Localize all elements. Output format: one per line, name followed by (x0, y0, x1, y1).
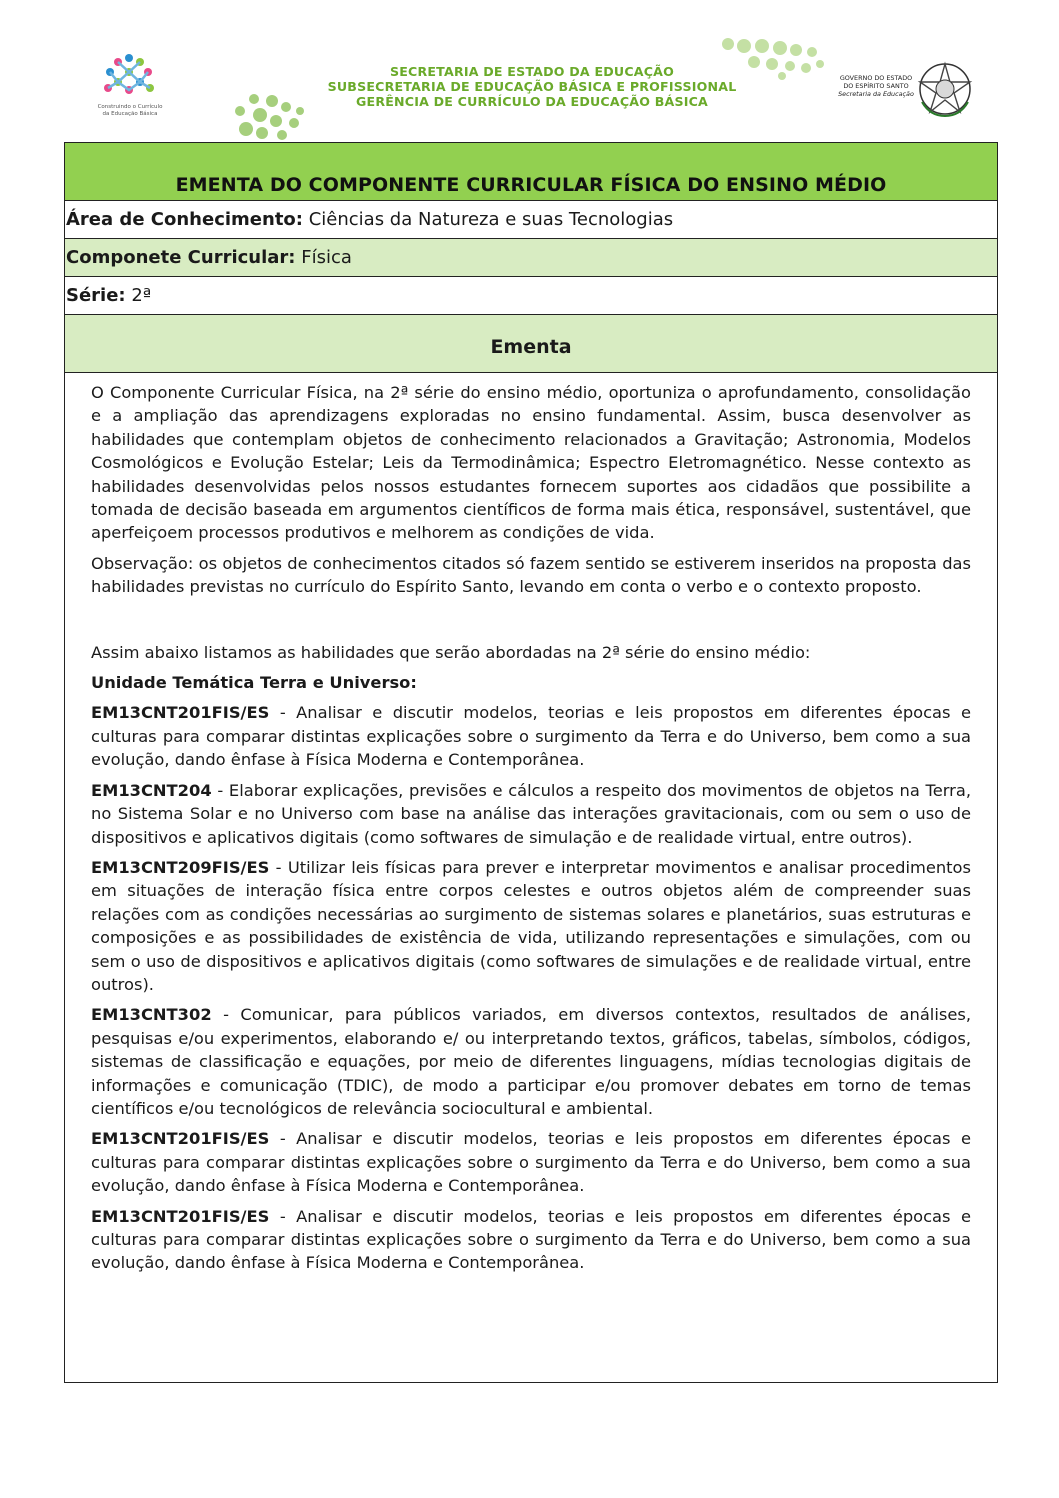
componente-value: Física (295, 247, 352, 268)
skill-code: EM13CNT204 (91, 780, 212, 800)
skill-code: EM13CNT302 (91, 1005, 212, 1025)
observacao-paragraph: Observação: os objetos de conhecimentos citados só fazem sentido se estiverem inseridos na proposta das habilidades previstas no currículo do Espírito Santo, levando em conta o verbo e o contexto proposto. (91, 553, 971, 597)
gov-line-1: GOVERNO DO ESTADO (839, 74, 913, 82)
skill-code: EM13CNT201FIS/ES (91, 1206, 270, 1226)
gov-line-2: DO ESPÍRITO SANTO (843, 82, 909, 90)
secretaria-header (300, 64, 764, 109)
title-row (65, 143, 997, 201)
list-intro: Assim abaixo listamos as habilidades que serão abordadas na 2ª série do ensino médio: (91, 642, 811, 662)
gov-line-3: Secretaria da Educação (838, 90, 914, 98)
skill-item (91, 856, 971, 996)
ementa-heading: Ementa (65, 315, 997, 373)
skill-text: - Comunicar, para públicos variados, em diversos contextos, resultados de análises, pesquisas e/ou experimentos, elaborando e/ ou interpretando textos, gráficos, tabelas, símbolos, códigos, sistemas de classificação e equações, por meio de diferentes linguagens, mídias tecnologias digitais de informações e comunicação (TDIC), de modo a participar e/ou promover debates em torno de temas científicos e/ou tecnológicos de relevância sociocultural e ambiental. (91, 1005, 971, 1118)
page-header (0, 0, 1059, 140)
area-value: Ciências da Natureza e suas Tecnologias (303, 209, 674, 230)
skill-text: - Analisar e discutir modelos, teorias e leis propostos em diferentes épocas e culturas para comparar distintas explicações sobre o surgimento da Terra e do Universo, bem como a sua evolução, dando ênfase à Física Moderna e Contemporânea. (91, 1206, 971, 1273)
document-title: EMENTA DO COMPONENTE CURRICULAR FÍSICA DO ENSINO MÉDIO (175, 174, 887, 196)
header-line-2: SUBSECRETARIA DE EDUCAÇÃO BÁSICA E PROFISSIONAL (327, 79, 737, 94)
skill-text: - Analisar e discutir modelos, teorias e leis propostos em diferentes épocas e culturas para comparar distintas explicações sobre o surgimento da Terra e do Universo, bem como a sua evolução, dando ênfase à Física Moderna e Contemporânea. (91, 1129, 971, 1196)
skill-item (91, 1003, 971, 1120)
serie-row (65, 277, 997, 315)
ementa-body (65, 373, 997, 1382)
area-label: Área de Conhecimento: (66, 209, 303, 230)
skill-code: EM13CNT201FIS/ES (91, 1129, 270, 1149)
intro-paragraph: O Componente Curricular Física, na 2ª série do ensino médio, oportuniza o aprofundamento, consolidação e a ampliação das aprendizagens exploradas no ensino fundamental. Assim, busca desenvolver as habilidades que contemplam objetos de conhecimento relacionados a Gravitação; Astronomia, Modelos Cosmológicos e Evolução Estelar; Leis da Termodinâmica; Espectro Eletromagnético. Nesse contexto as habilidades desenvolvidas pelos nossos estudantes fornecem suportes aos cidadãos que possibilite a tomada de decisão baseada em argumentos científicos de forma mais ética, responsável, sustentável, que aperfeiçoem processos produtivos e melhorem as condições de vida. (91, 383, 971, 543)
componente-label: Componete Curricular: (66, 247, 296, 268)
header-line-1: SECRETARIA DE ESTADO DA EDUCAÇÃO (389, 64, 675, 79)
header-line-3: GERÊNCIA DE CURRÍCULO DA EDUCAÇÃO BÁSICA (356, 94, 708, 109)
ementa-table (64, 142, 998, 1383)
unit-title (91, 671, 971, 694)
unit-title-text: Unidade Temática Terra e Universo: (91, 673, 417, 693)
skill-text: - Elaborar explicações, previsões e cálculos a respeito dos movimentos de objetos na Terra, no Sistema Solar e no Universo com base na análise das interações gravitacionais, com ou sem o uso de dispositivos e aplicativos digitais (como softwares de simulação e de realidade virtual, entre outros). (91, 780, 971, 847)
skill-item (91, 779, 971, 849)
componente-row (65, 239, 997, 277)
skill-text: - Utilizar leis físicas para prever e interpretar movimentos e analisar procedimentos em situações de interação física entre corpos celestes e outros objetos além de compreender suas relações com as condições necessárias ao surgimento de sistemas solares e planetários, suas estruturas e composições e as possibilidades de existência de vida, utilizando representações e simulações, com ou sem o uso de dispositivos e aplicativos digitais (como softwares de simulações e de realidade virtual, entre outros). (91, 857, 971, 994)
governo-label (826, 74, 926, 98)
skill-item (91, 1127, 971, 1197)
area-row (65, 201, 997, 239)
skill-code: EM13CNT209FIS/ES (91, 857, 270, 877)
state-coat-of-arms-icon (914, 58, 976, 120)
skill-code: EM13CNT201FIS/ES (91, 703, 270, 723)
skill-item (91, 1205, 971, 1275)
serie-value: 2ª (125, 285, 152, 306)
skill-item (91, 701, 971, 771)
curriculo-logo-caption: Construindo o Currículo da Educação Básica (97, 104, 163, 117)
skill-text: - Analisar e discutir modelos, teorias e leis propostos em diferentes épocas e culturas para comparar distintas explicações sobre o surgimento da Terra e do Universo, bem como a sua evolução, dando ênfase à Física Moderna e Contemporânea. (91, 703, 971, 770)
curriculo-logo (98, 52, 160, 132)
serie-label: Série: (66, 285, 126, 306)
